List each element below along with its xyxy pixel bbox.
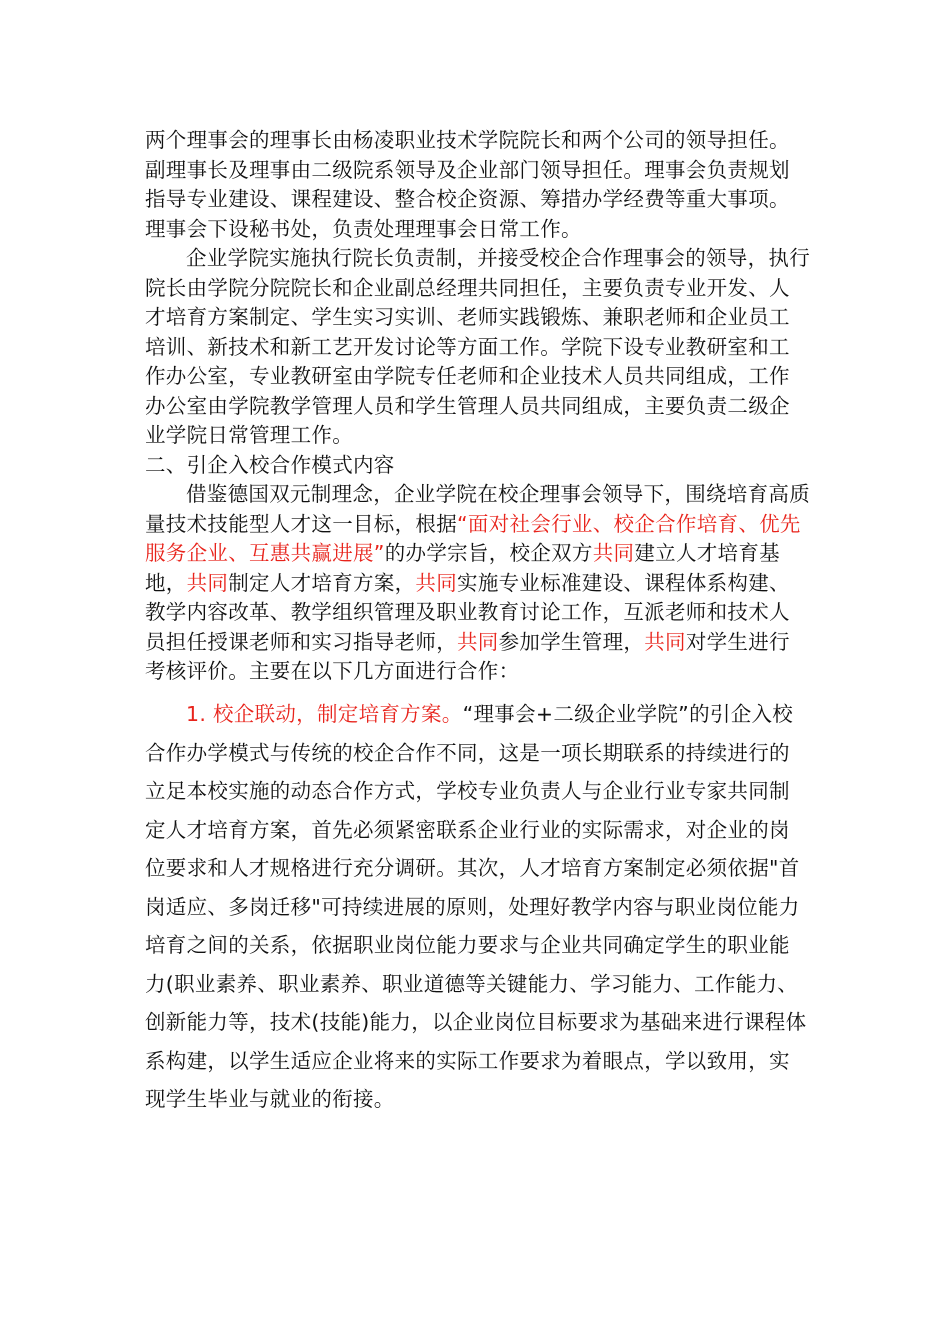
document-body-upper xyxy=(145,126,810,687)
highlight-together: 共同 xyxy=(186,570,229,595)
section-heading-2: 二、引企入校合作模式内容 xyxy=(145,452,395,477)
subheading-training-plan: 1. 校企联动，制定培育方案。 xyxy=(186,702,463,726)
paragraph-council-leadership: 两个理事会的理事长由杨凌职业技术学院院长和两个公司的领导担任。副理事长及理事由二级院系领导及企业部门领导担任。理事会负责规划指导专业建设、课程建设、整合校企资源、筹措办学经费等重大事项。理事会下设秘书处，负责处理理事会日常工作。 xyxy=(145,128,790,241)
highlight-together: 共同 xyxy=(457,629,499,654)
text-span: 的办学宗旨，校企双方 xyxy=(384,541,593,565)
paragraph-cooperation-model xyxy=(145,480,810,687)
document-body-lower xyxy=(145,695,810,1119)
text-span: 借鉴德国双元制理念，企业学院在校企理事会领导下，围绕培育高质量技术技能型人才这一目标，根据 xyxy=(145,482,810,536)
text-span: 参加学生管理， xyxy=(498,629,645,654)
text-span: “理事会+二级企业学院”的引企入校合作办学模式与传统的校企合作不同，这是一项长期联系的持续进行的立足本校实施的动态合作方式，学校专业负责人与企业行业专家共同制定人才培育方案，首先必须紧密联系企业行业的实际需求，对企业的岗位要求和人才规格进行充分调研。其次，人才培育方案制定必须依据"首岗适应、多岗迁移"可持续进展的原则，处理好教学内容与职业岗位能力培育之间的关系，依据职业岗位能力要求与企业共同确定学生的职业能力(职业素养、职业素养、职业道德等关键能力、学习能力、工作能力、创新能力等，技术(技能)能力，以企业岗位目标要求为基础来进行课程体系构建，以学生适应企业将来的实际工作要求为着眼点，学以致用，实现学生毕业与就业的衔接。 xyxy=(145,702,807,1111)
text-span: 建立人才培育基地， xyxy=(145,541,780,595)
paragraph-enterprise-college: 企业学院实施执行院长负责制，并接受校企合作理事会的领导，执行院长由学院分院院长和企业副总经理共同担任，主要负责专业开发、人才培育方案制定、学生实习实训、老师实践锻炼、兼职老师和企业员工培训、新技术和新工艺开发讨论等方面工作。学院下设专业教研室和工作办公室，专业教研室由学院专任老师和企业技术人员共同组成，工作办公室由学院教学管理人员和学生管理人员共同组成，主要负责二级企业学院日常管理工作。 xyxy=(145,246,810,447)
highlight-together: 共同 xyxy=(644,629,686,654)
text-span: 制定人才培育方案， xyxy=(228,570,416,595)
highlight-together: 共同 xyxy=(415,570,458,595)
highlight-together: 共同 xyxy=(592,541,635,565)
paragraph-training-plan xyxy=(145,695,810,1119)
highlight-motto: “面对社会行业、校企合作培育、优先服务企业、互惠共赢进展” xyxy=(145,511,801,565)
text-span: 实施专业标准建设、课程体系构建、教学内容改革、教学组织管理及职业教育讨论工作，互派老师和技术人员担任授课老师和实习指导老师， xyxy=(145,570,790,654)
text-span: 对学生进行考核评价。主要在以下几方面进行合作： xyxy=(145,629,790,683)
